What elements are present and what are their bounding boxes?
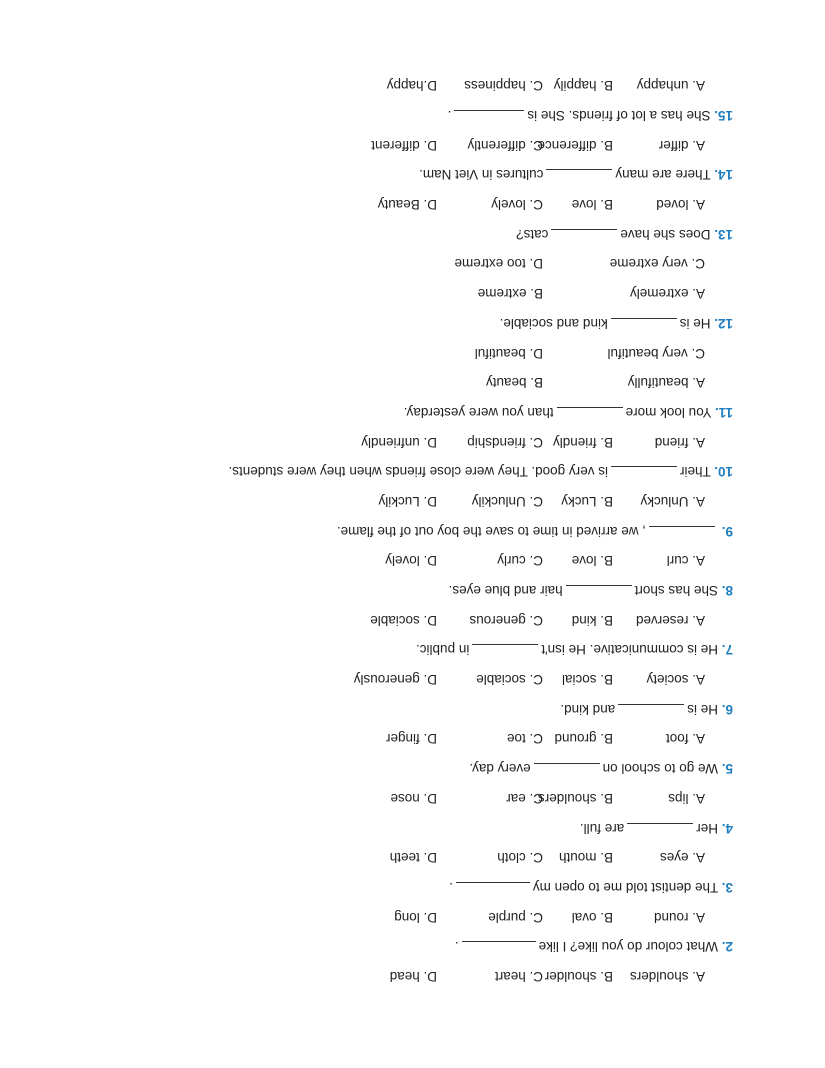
question-row — [93, 694, 733, 724]
question-text: You look more — [625, 404, 712, 420]
option-c: C. differently — [467, 137, 543, 153]
question-number: 15. — [714, 108, 733, 124]
question-text: She has a lot of friends. She is — [527, 108, 711, 124]
question-row — [93, 100, 733, 130]
option-c: C. cloth — [497, 850, 543, 866]
answer-options — [93, 249, 733, 279]
question-row — [93, 457, 733, 487]
question-number: 7. — [721, 642, 733, 658]
question-row — [93, 160, 733, 190]
question-row — [93, 516, 733, 546]
answer-options — [93, 605, 733, 635]
option-b: B. mouth — [558, 850, 613, 866]
answer-options — [93, 427, 733, 457]
option-c: C. very beautiful — [607, 345, 705, 361]
answer-options-q1 — [93, 961, 733, 991]
option-c: C. lovely — [491, 197, 543, 213]
question-list — [93, 71, 733, 962]
question-text: The dentist told me to open my — [532, 879, 719, 895]
option-b: B. love — [571, 553, 613, 569]
question-number: 12. — [714, 315, 733, 331]
option-b: B. beauty — [485, 375, 543, 391]
question-text: He is — [687, 701, 718, 717]
option-b: B. shoulder — [544, 969, 613, 984]
question-row — [93, 872, 733, 902]
option-c: C. happiness — [464, 78, 543, 94]
option-a: A. foot — [665, 731, 705, 747]
option-c: C. toe — [506, 731, 543, 747]
option-a: A. beautifully — [627, 375, 705, 391]
question-text-end: and kind. — [560, 701, 616, 717]
question-text-end: hair and blue eyes. — [448, 583, 563, 599]
question-text-end: . — [447, 108, 452, 124]
question-text-end: . — [454, 939, 459, 955]
option-b: B. difference — [537, 137, 613, 153]
answer-blank[interactable] — [649, 526, 715, 541]
question-number: 10. — [714, 464, 733, 480]
question-text: Her — [696, 820, 718, 836]
question-number: 14. — [714, 167, 733, 183]
answer-blank[interactable] — [456, 882, 530, 897]
option-d: D. sociable — [370, 612, 437, 628]
option-a: A. differ — [658, 137, 705, 153]
question-text: Does she have — [620, 226, 711, 242]
answer-blank[interactable] — [618, 704, 684, 719]
option-a: A. lips — [668, 790, 705, 806]
option-a: A. eyes — [659, 850, 705, 866]
answer-blank[interactable] — [472, 644, 538, 659]
question-text-end: every day. — [469, 761, 531, 777]
question-text-end: cats? — [516, 226, 549, 242]
answer-blank[interactable] — [627, 823, 693, 838]
option-b: B. kind — [571, 612, 613, 628]
option-b: B. happily — [553, 78, 613, 94]
question-text: He is — [679, 315, 711, 331]
question-number: 3. — [721, 879, 733, 895]
answer-blank[interactable] — [546, 169, 612, 184]
answer-blank[interactable] — [566, 585, 632, 600]
option-d: D. nose — [390, 790, 437, 806]
answer-blank[interactable] — [462, 941, 536, 956]
option-d: D. unfriendly — [361, 434, 437, 450]
question-number: 6. — [721, 701, 733, 717]
question-number: 9. — [721, 523, 733, 539]
option-d: D. lovely — [385, 553, 437, 569]
option-c: C. curly — [497, 553, 543, 569]
option-b: B. love — [571, 197, 613, 213]
question-text: We go to school on — [602, 761, 718, 777]
option-d: D. head — [389, 969, 437, 984]
option-b: B. ground — [554, 731, 613, 747]
question-text-end: . — [449, 879, 453, 895]
question-text-end: is very good. They were close friends when they were students. — [228, 464, 608, 480]
option-b: B. oval — [571, 909, 613, 925]
question-row — [93, 635, 733, 665]
question-row — [93, 813, 733, 843]
answer-options — [93, 71, 733, 101]
answer-options — [93, 486, 733, 516]
question-text-end: , we arrived in time to save the boy out of the flame. — [336, 523, 646, 539]
option-a: A. reserved — [635, 612, 705, 628]
answer-blank[interactable] — [534, 763, 600, 778]
option-a: A. shoulders — [629, 969, 705, 984]
option-c: C. ear — [506, 790, 543, 806]
answer-blank[interactable] — [611, 318, 677, 333]
answer-options — [93, 902, 733, 932]
answer-options — [93, 130, 733, 160]
question-text: She has short — [634, 583, 718, 599]
option-a: A. round — [653, 909, 705, 925]
option-a: A. friend — [654, 434, 705, 450]
option-d: D.happy — [386, 78, 437, 94]
question-number: 11. — [714, 404, 733, 420]
question-row — [93, 219, 733, 249]
question-text: Their — [679, 464, 711, 480]
answer-options — [93, 279, 733, 309]
option-c: C. purple — [488, 909, 543, 925]
option-d: D. teeth — [389, 850, 437, 866]
question-text-end: than you were yesterday. — [403, 404, 554, 420]
question-number: 5. — [721, 761, 733, 777]
question-text-end: cultures in Viet Nam. — [419, 167, 544, 183]
question-text: There are many — [615, 167, 711, 183]
exercise-sheet — [93, 71, 733, 991]
answer-options — [93, 189, 733, 219]
option-d: D. beautiful — [474, 345, 543, 361]
question-row — [93, 932, 733, 962]
question-text: He is communicative. He isn't — [541, 642, 718, 658]
option-c: C. generous — [469, 612, 543, 628]
answer-options — [93, 546, 733, 576]
option-c: C. Unluckily — [471, 494, 543, 509]
answer-blank[interactable] — [557, 407, 623, 422]
answer-blank[interactable] — [551, 229, 617, 244]
answer-blank[interactable] — [454, 110, 524, 125]
question-row — [93, 754, 733, 784]
option-d: D. Beauty — [377, 197, 437, 213]
answer-options — [93, 368, 733, 398]
option-d: D. Luckily — [378, 494, 437, 509]
option-a: A. unhappy — [636, 78, 705, 94]
question-number: 8. — [721, 583, 733, 599]
answer-options — [93, 783, 733, 813]
question-row — [93, 575, 733, 605]
question-text: What colour do you like? I like — [538, 939, 718, 955]
answer-blank[interactable] — [611, 466, 677, 481]
option-b: B. shoulders — [537, 790, 613, 806]
answer-options — [93, 724, 733, 754]
option-a: A. curl — [666, 553, 705, 569]
answer-options — [93, 843, 733, 873]
option-d: D. finger — [385, 731, 437, 747]
question-text-end: are full. — [579, 820, 625, 836]
question-text-end: in public. — [416, 642, 470, 658]
option-b: B. friendly — [552, 434, 613, 450]
question-text-end: kind and sociable. — [499, 315, 608, 331]
option-b: B. extreme — [477, 286, 543, 302]
option-c: C. heart — [494, 969, 543, 984]
option-a: A. society — [646, 672, 705, 688]
question-row — [93, 397, 733, 427]
option-a: A. loved — [656, 197, 705, 213]
option-d: D. long — [394, 909, 437, 925]
answer-options — [93, 338, 733, 368]
option-b: B. Lucky — [561, 494, 613, 509]
option-d: D. too extreme — [454, 256, 543, 272]
option-d: D. different — [371, 137, 437, 153]
answer-options — [93, 664, 733, 694]
question-number: 13. — [714, 226, 733, 242]
option-c: C. friendship — [467, 434, 543, 450]
question-number: 4. — [721, 820, 733, 836]
option-b: B. social — [561, 672, 613, 688]
option-a: A. Unlucky — [640, 494, 705, 509]
question-number: 2. — [721, 939, 733, 955]
option-a: A. extremely — [629, 286, 705, 302]
option-d: D. generously — [353, 672, 437, 688]
option-c: C. sociable — [476, 672, 543, 688]
question-row — [93, 308, 733, 338]
option-c: C. very extreme — [609, 256, 705, 272]
